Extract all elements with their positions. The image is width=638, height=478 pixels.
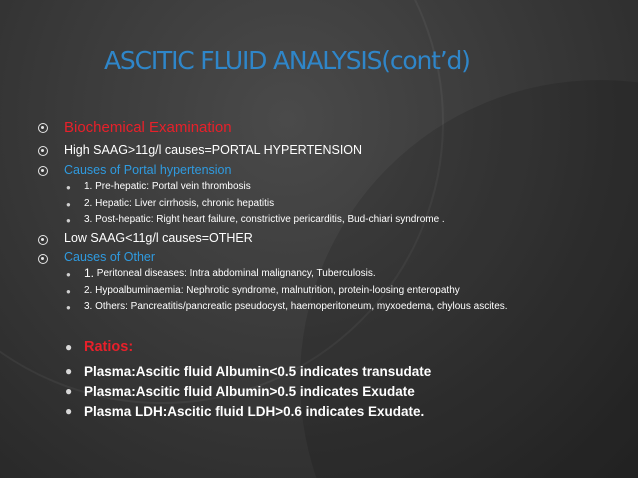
dot-bullet-icon: ● — [66, 303, 71, 312]
list-item-peritoneal — [84, 266, 376, 280]
dot-bullet-icon: ● — [66, 216, 71, 225]
subheading-causes-of-other: Causes of Other — [64, 250, 156, 264]
list-text: Peritoneal diseases: Intra abdominal malignancy, Tuberculosis. — [94, 267, 376, 279]
dot-bullet-icon: ● — [65, 340, 73, 354]
dot-bullet-icon: ● — [66, 270, 71, 279]
list-item-ratio-exudate: Plasma:Ascitic fluid Albumin>0.5 indicates Exudate — [84, 384, 415, 399]
heading-ratios: Ratios: — [84, 339, 134, 355]
list-item-others: 3. Others: Pancreatitis/pancreatic pseudocyst, haemoperitoneum, myxoedema, chylous ascites. — [84, 301, 508, 312]
list-item-low-saag: Low SAAG<11g/l causes=OTHER — [64, 231, 253, 245]
dot-bullet-icon: ● — [66, 200, 71, 209]
circle-bullet-icon — [38, 254, 48, 264]
list-item-ratio-transudate: Plasma:Ascitic fluid Albumin<0.5 indicates transudate — [84, 364, 432, 379]
list-item-hepatic: 2. Hepatic: Liver cirrhosis, chronic hepatitis — [84, 198, 275, 209]
circle-bullet-icon — [38, 123, 48, 133]
heading-biochemical-examination: Biochemical Examination — [64, 119, 232, 136]
list-item-high-saag: High SAAG>11g/l causes=PORTAL HYPERTENSION — [64, 143, 363, 157]
dot-bullet-icon: ● — [65, 364, 73, 378]
subheading-portal-hypertension: Causes of Portal hypertension — [64, 163, 232, 177]
slide-title: ASCITIC FLUID ANALYSIS(cont’d) — [104, 46, 470, 75]
list-item-hypoalbuminaemia: 2. Hypoalbuminaemia: Nephrotic syndrome, malnutrition, protein-loosing enteropathy — [84, 285, 460, 296]
circle-bullet-icon — [38, 166, 48, 176]
circle-bullet-icon — [38, 235, 48, 245]
list-item-ratio-ldh: Plasma LDH:Ascitic fluid LDH>0.6 indicates Exudate. — [84, 404, 425, 419]
dot-bullet-icon: ● — [65, 384, 73, 398]
dot-bullet-icon: ● — [65, 404, 73, 418]
list-item-pre-hepatic: 1. Pre-hepatic: Portal vein thrombosis — [84, 181, 251, 192]
circle-bullet-icon — [38, 146, 48, 156]
dot-bullet-icon: ● — [66, 287, 71, 296]
list-number: 1. — [84, 266, 95, 280]
dot-bullet-icon: ● — [66, 183, 71, 192]
list-item-post-hepatic: 3. Post-hepatic: Right heart failure, constrictive pericarditis, Bud-chiari syndrome . — [84, 214, 445, 225]
